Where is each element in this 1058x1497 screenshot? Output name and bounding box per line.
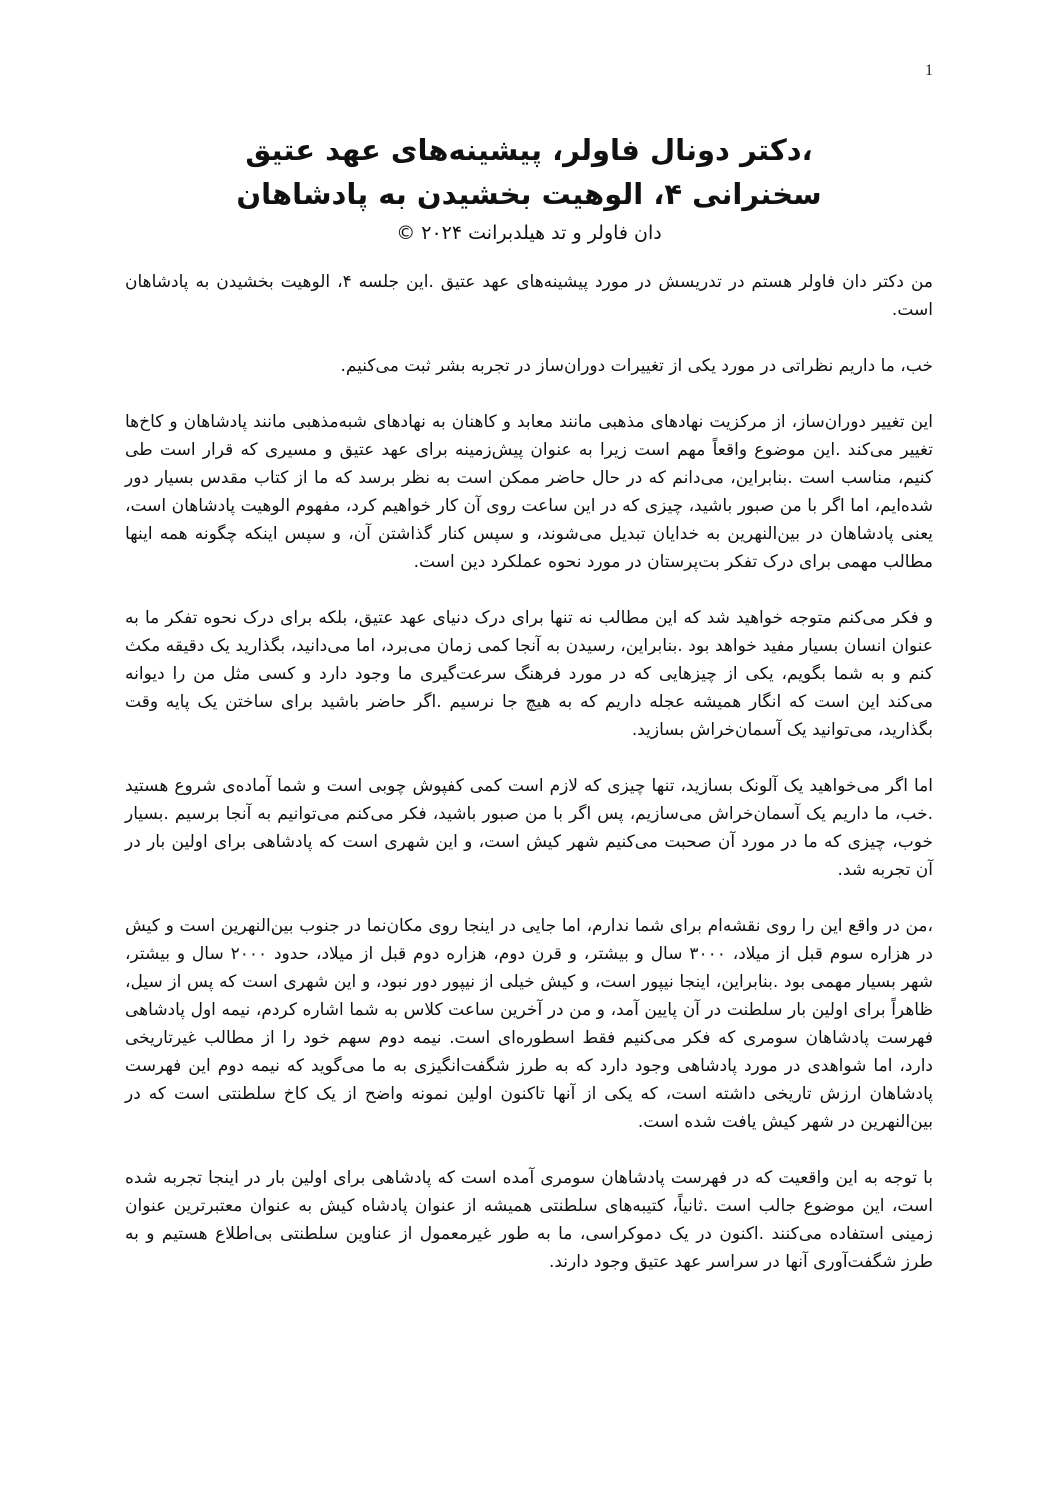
paragraph: اما اگر می‌خواهید یک آلونک بسازید، تنها چیزی که لازم است کمی کفپوش چوبی است و شما آماده‌ی شروع هستید .خب، ما داریم یک آسمان‌خراش می‌سازیم، پس اگر با من صبور باشید، فکر می‌کنم می‌توانیم به آنجا برسیم .بسیار خوب، چیزی که ما در مورد آن صحبت می‌کنیم شهر کیش است، و این شهری است که پادشاهی برای اولین بار در آن تجربه شد. [125,776,933,880]
document-title-line-2: سخنرانی ۴، الوهیت بخشیدن به پادشاهان [236,177,822,211]
document-body [125,268,933,1304]
document-title-line-1: ،دکتر دونال فاولر، پیشینه‌های عهد عتیق [245,133,813,167]
document-header [125,128,933,248]
paragraph: من دکتر دان فاولر هستم در تدریسش در مورد پیشینه‌های عهد عتیق .این جلسه ۴، الوهیت بخشیدن به پادشاهان است. [125,272,933,320]
paragraph: با توجه به این واقعیت که در فهرست پادشاهان سومری آمده است که پادشاهی برای اولین بار در اینجا تجربه شده است، این موضوع جالب است .ثانیاً، کتیبه‌های سلطنتی همیشه از عنوان پادشاه کیش به عنوان معتبرترین عنوان زمینی استفاده می‌کنند .اکنون در یک دموکراسی، ما به طور غیرمعمول از عناوین سلطنتی بی‌اطلاع هستیم و به طرز شگفت‌آوری آنها در سراسر عهد عتیق وجود دارند. [125,1168,933,1272]
page-number: 1 [925,62,933,79]
paragraph: خب، ما داریم نظراتی در مورد یکی از تغییرات دوران‌ساز در تجربه بشر ثبت می‌کنیم. [340,356,933,376]
paragraph: این تغییر دوران‌ساز، از مرکزیت نهادهای مذهبی مانند معابد و کاهنان به نهادهای شبه‌مذهبی مانند پادشاهان و کاخ‌ها تغییر می‌کند .این موضوع واقعاً مهم است زیرا به عنوان پیش‌زمینه برای عهد عتیق و مسیری که قرار است طی کنیم، مناسب است .بنابراین، می‌دانم که در حال حاضر ممکن است به نظر برسد که ما از کتاب مقدس بسیار دور شده‌ایم، اما اگر با من صبور باشید، چیزی که در این ساعت روی آن کار خواهیم کرد، مفهوم الوهیت پادشاهان است، یعنی پادشاهان در بین‌النهرین به خدایان تبدیل می‌شوند، و سپس کنار گذاشتن آن، و سپس اینکه چگونه همه اینها مطالب مهمی برای درک تفکر بت‌پرستان در مورد نحوه عملکرد دین است. [125,412,933,572]
paragraph: ،من در واقع این را روی نقشه‌ام برای شما ندارم، اما جایی در اینجا روی مکان‌نما در جنوب بین‌النهرین است و کیش در هزاره سوم قبل از میلاد، ۳۰۰۰ سال و بیشتر، و قرن دوم، هزاره دوم قبل از میلاد، حدود ۲۰۰۰ سال و بیشتر، شهر بسیار مهمی بود .بنابراین، اینجا نیپور است، و کیش خیلی از نیپور دور نبود، و این شهری است که پس از سیل، ظاهراً برای اولین بار سلطنت در آن پایین آمد، و من در آخرین ساعت کلاس به شما اشاره کردم، نیمه اول پادشاهی فهرست پادشاهان سومری که فکر می‌کنیم فقط اسطوره‌ای است. نیمه دوم سهم خود را از مطالب غیرتاریخی دارد، اما شواهدی در مورد پادشاهی وجود دارد که به طرز شگفت‌انگیزی به ما می‌گوید که نیمه دوم این فهرست پادشاهان ارزش تاریخی داشته است، که یکی از آنها تاکنون اولین نمونه واضح از یک کاخ سلطنتی است که در بین‌النهرین در شهر کیش یافت شده است. [125,916,933,1132]
paragraph: و فکر می‌کنم متوجه خواهید شد که این مطالب نه تنها برای درک دنیای عهد عتیق، بلکه برای درک نحوه تفکر ما به عنوان انسان بسیار مفید خواهد بود .بنابراین، رسیدن به آنجا کمی زمان می‌برد، اما می‌دانید، بگذارید یک دقیقه مکث کنم و به شما بگویم، یکی از چیزهایی که در مورد فرهنگ سرعت‌گیری ما وجود دارد و کسی مثل من را دیوانه می‌کند این است که انگار همیشه عجله داریم که به هیچ جا نرسیم .اگر حاضر باشید برای ساختن یک پایه وقت بگذارید، می‌توانید یک آسمان‌خراش بسازید. [125,608,933,740]
copyright-line: دان فاولر و تد هیلدبرانت ۲۰۲۴ © [396,222,662,244]
